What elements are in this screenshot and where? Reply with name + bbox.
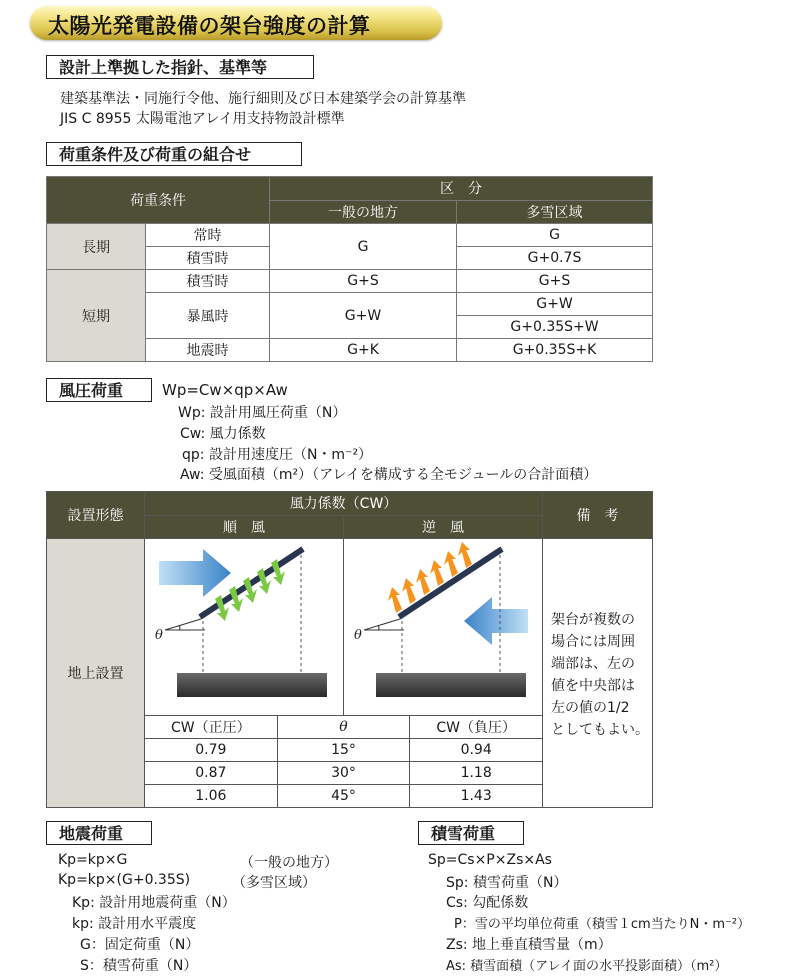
- cw-neg-value: 0.94: [410, 739, 543, 762]
- snow-cell: G+S: [457, 270, 653, 293]
- snow-def: Cs: 勾配係数: [446, 895, 529, 911]
- wind-formula: Wp=Cw×qp×Aw: [162, 381, 288, 399]
- theta-label: θ: [155, 628, 163, 643]
- standards-line-2: JIS C 8955 太陽電池アレイ用支持物設計標準: [60, 111, 345, 127]
- cond-cell: 地震時: [146, 339, 270, 362]
- cw-pos-value: 0.87: [145, 762, 278, 785]
- wind-def: Wp: 設計用風圧荷重（N）: [178, 405, 347, 421]
- cw-neg-value: 1.18: [410, 762, 543, 785]
- ground-icon: [177, 673, 327, 697]
- theta-label: θ: [354, 628, 362, 643]
- standards-line-1: 建築基準法・同施行令他、施行細則及び日本建築学会の計算基準: [60, 91, 466, 107]
- wind-arrow-icon: [159, 549, 231, 597]
- forward-diagram-cell: [145, 539, 344, 716]
- note-line: 値を中央部は: [551, 678, 635, 694]
- snow-heading: 積雪荷重: [418, 821, 524, 845]
- snow-cell: G+W: [457, 293, 653, 316]
- seismic-def: G：固定荷重（N）: [80, 937, 200, 953]
- col-reverse: 逆 風: [344, 515, 543, 539]
- col-install: 設置形態: [47, 492, 145, 539]
- snow-def: Sp: 積雪荷重（N）: [446, 875, 568, 891]
- ground-icon: [376, 673, 526, 697]
- wind-coef-table: [46, 491, 653, 808]
- note-line: 左の値の1/2: [551, 700, 630, 716]
- note-line: 場合には周囲: [551, 634, 635, 650]
- seismic-def: kp: 設計用水平震度: [72, 916, 197, 932]
- install-type: 地上設置: [47, 539, 145, 808]
- col-condition: 荷重条件: [47, 177, 270, 224]
- general-cell: G: [270, 224, 457, 270]
- page-title: 太陽光発電設備の架台強度の計算: [48, 14, 371, 38]
- snow-cell: G+0.35S+W: [457, 316, 653, 339]
- seismic-formula-1: Kp=kp×G: [58, 852, 128, 868]
- short-term-label: 短期: [47, 270, 146, 362]
- cw-neg-value: 1.43: [410, 785, 543, 808]
- title-banner: [30, 6, 442, 40]
- note-cell: [543, 539, 653, 808]
- wind-def: qp: 設計用速度圧（N・m⁻²）: [182, 447, 373, 463]
- col-forward: 順 風: [145, 515, 344, 539]
- seismic-formula-2: Kp=kp×(G+0.35S): [58, 872, 191, 888]
- theta-value: 30°: [277, 762, 410, 785]
- snow-formula: Sp=Cs×P×Zs×As: [428, 852, 552, 868]
- general-cell: G+W: [270, 293, 457, 339]
- col-general: 一般の地方: [270, 200, 457, 224]
- cond-cell: 積雪時: [146, 270, 270, 293]
- sub-cw-neg: CW（負圧）: [410, 716, 543, 739]
- reverse-diagram-cell: [344, 539, 543, 716]
- col-division: 区 分: [270, 177, 653, 201]
- cond-cell: 暴風時: [146, 293, 270, 339]
- col-snow: 多雪区域: [457, 200, 653, 224]
- snow-cell: G+0.7S: [457, 247, 653, 270]
- cw-pos-value: 0.79: [145, 739, 278, 762]
- sub-theta: θ: [277, 716, 410, 739]
- wind-def: Aw: 受風面積（m²）（アレイを構成する全モジュールの合計面積）: [180, 467, 598, 483]
- cond-cell: 積雪時: [146, 247, 270, 270]
- sub-cw-pos: CW（正圧）: [145, 716, 278, 739]
- seismic-def: S：積雪荷重（N）: [80, 958, 198, 974]
- reverse-wind-diagram: [344, 539, 542, 715]
- snow-def: Zs: 地上垂直積雪量（m）: [446, 937, 612, 953]
- snow-cell: G+0.35S+K: [457, 339, 653, 362]
- general-cell: G+S: [270, 270, 457, 293]
- theta-value: 15°: [277, 739, 410, 762]
- general-cell: G+K: [270, 339, 457, 362]
- forward-wind-diagram: [145, 539, 343, 715]
- cond-cell: 常時: [146, 224, 270, 247]
- load-combo-heading: 荷重条件及び荷重の組合せ: [46, 142, 302, 166]
- cw-pos-value: 1.06: [145, 785, 278, 808]
- note-line: 端部は、左の: [551, 656, 635, 672]
- col-coef: 風力係数（CW）: [145, 492, 543, 516]
- note-line: としてもよい。: [551, 722, 649, 738]
- seismic-formula-2-note: （多雪区域）: [232, 875, 316, 891]
- wind-def: Cw: 風力係数: [180, 426, 266, 442]
- wind-arrow-icon: [464, 597, 528, 645]
- seismic-heading: 地震荷重: [46, 821, 152, 845]
- wind-heading: 風圧荷重: [46, 378, 152, 402]
- col-note: 備 考: [543, 492, 653, 539]
- seismic-def: Kp: 設計用地震荷重（N）: [72, 895, 236, 911]
- theta-value: 45°: [277, 785, 410, 808]
- standards-heading: 設計上準拠した指針、基準等: [46, 55, 314, 79]
- seismic-formula-1-note: （一般の地方）: [240, 855, 338, 871]
- load-combo-table: [46, 176, 653, 362]
- snow-def: As: 積雪面積（アレイ面の水平投影面積）（m²）: [446, 959, 728, 974]
- snow-cell: G: [457, 224, 653, 247]
- long-term-label: 長期: [47, 224, 146, 270]
- note-line: 架台が複数の: [551, 612, 635, 628]
- snow-def: P：雪の平均単位荷重（積雪１cm当たりN・m⁻²）: [454, 917, 751, 932]
